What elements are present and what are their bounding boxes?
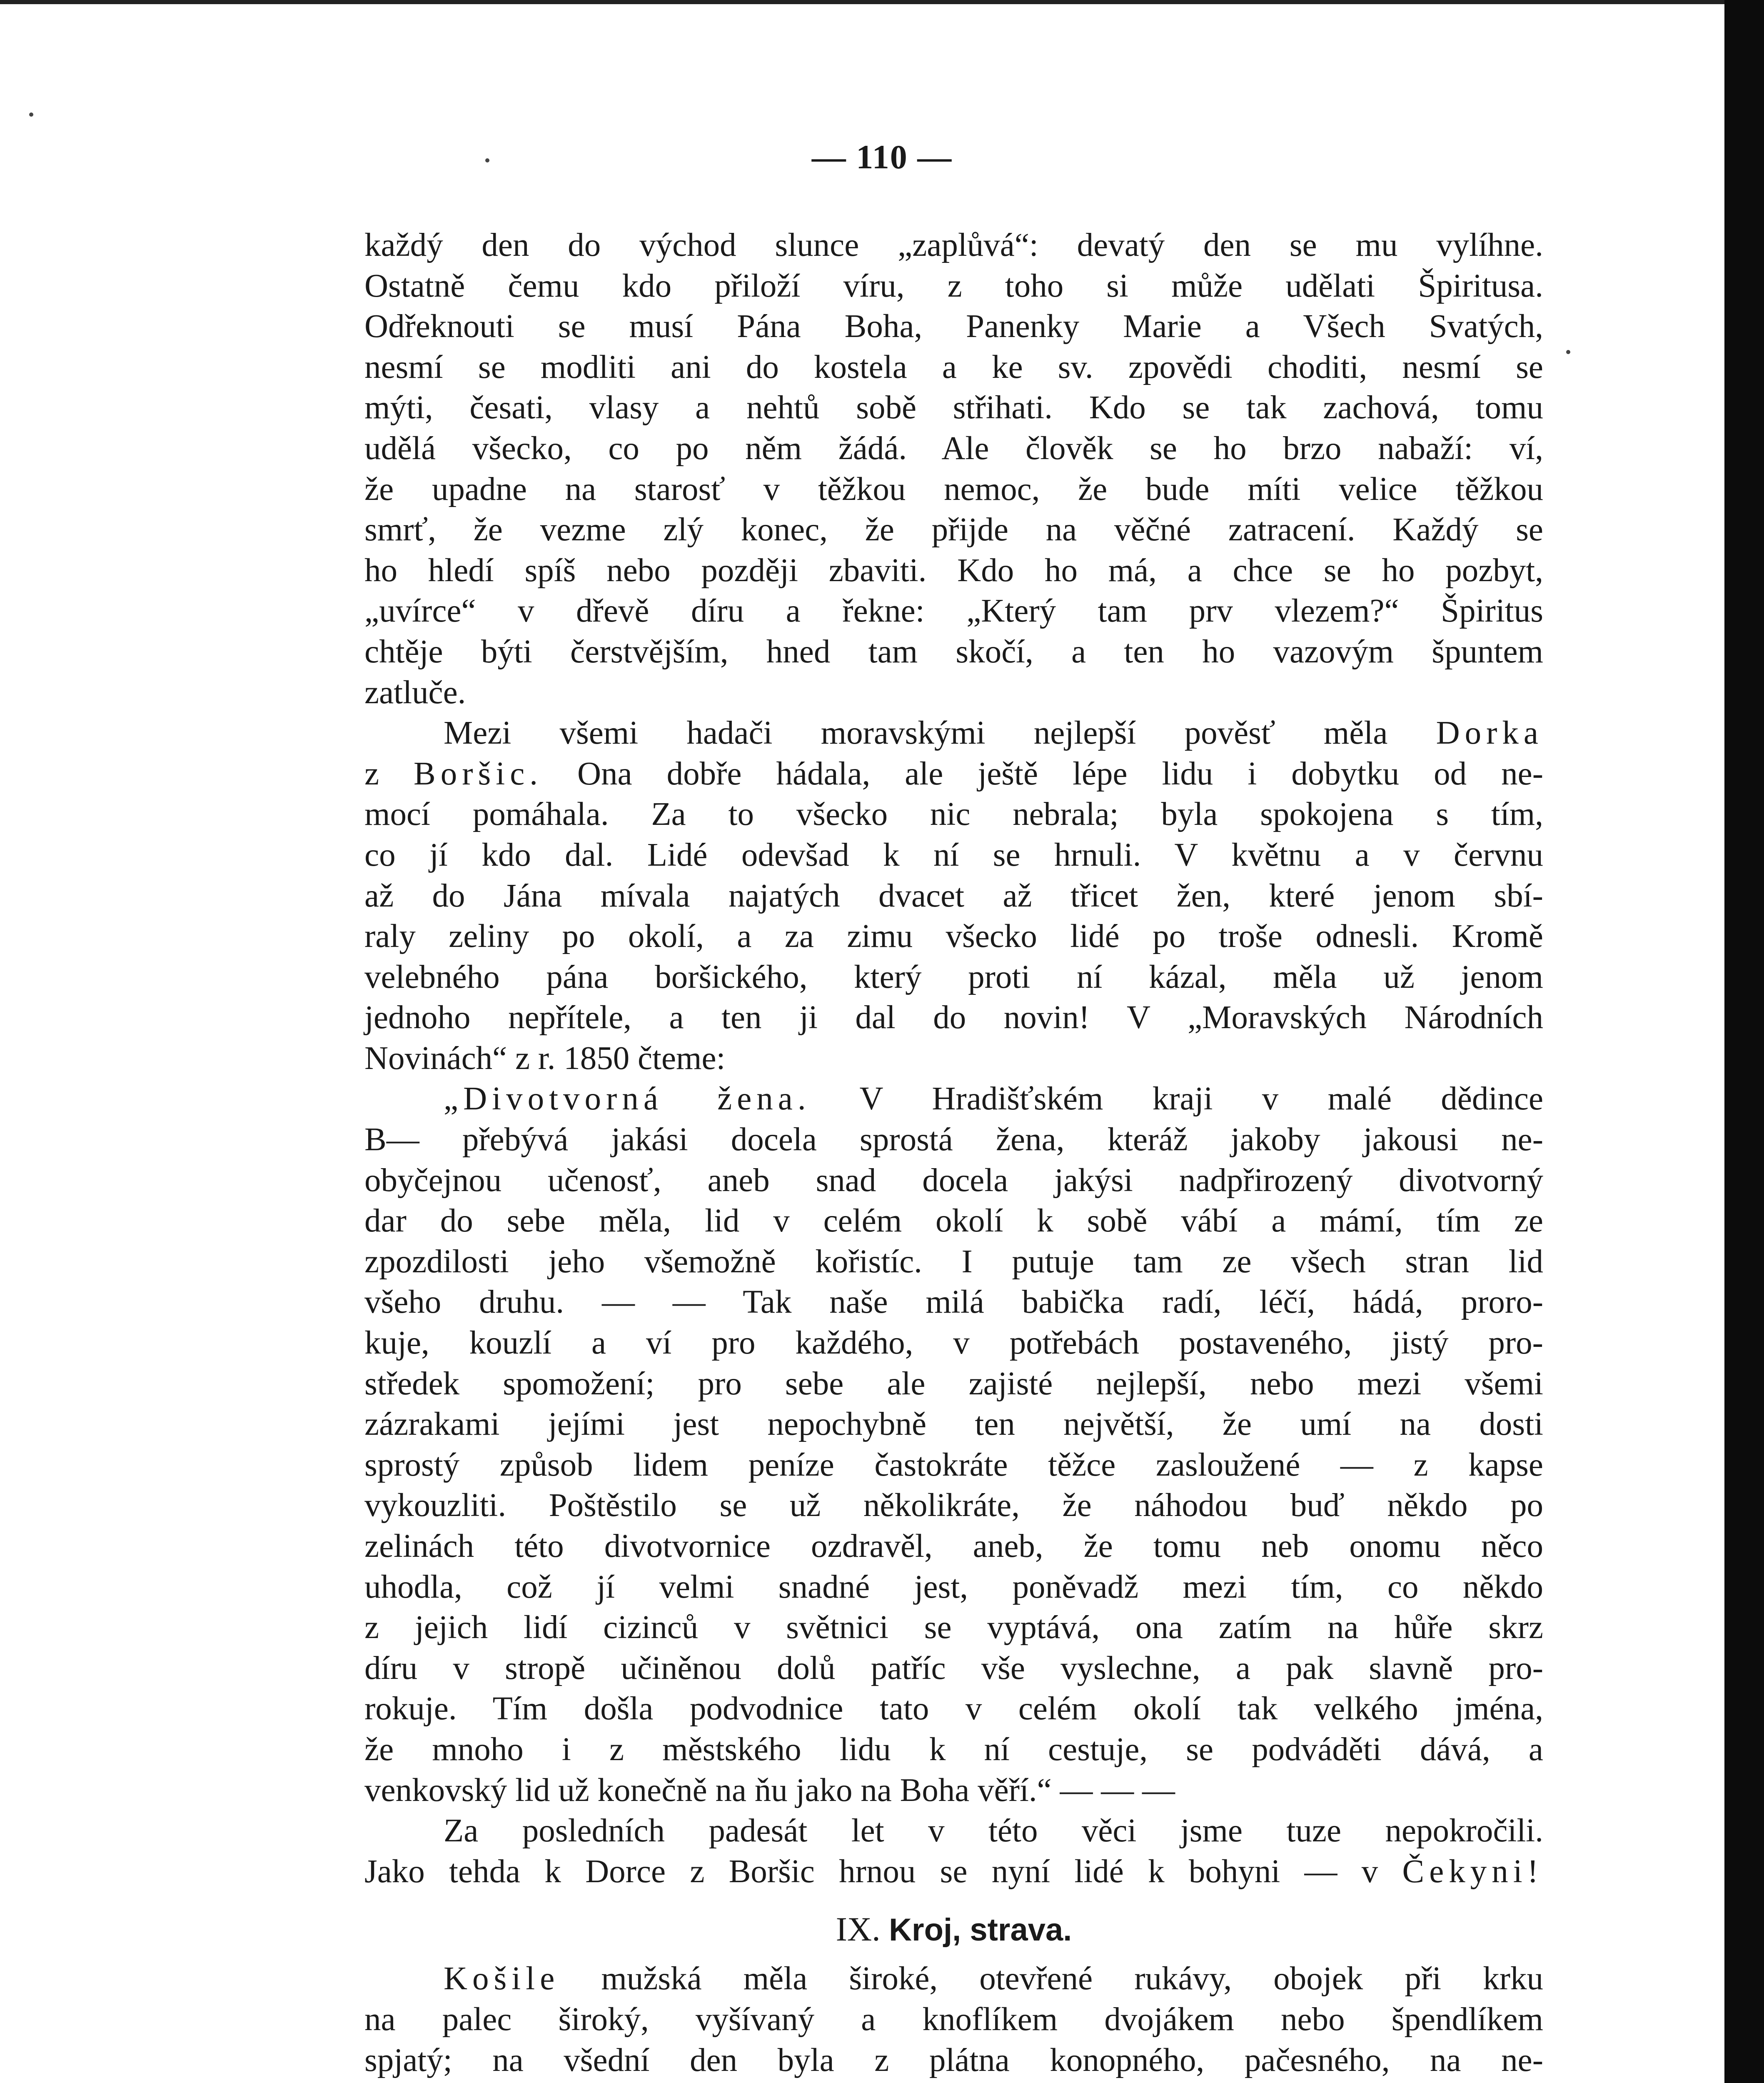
text-line: že mnoho i z městského lidu k ní cestuje, se podváděti dává, a [364,1731,1543,1768]
text-segment: Jako tehda k Dorce z Boršic hrnou se nyní lidé k bohyni — v [364,1853,1378,1890]
text-line: B— přebývá jakási docela sprostá žena, kteráž jakoby jakousi ne- [364,1121,1543,1158]
text-line: Ostatně čemu kdo přiloží víru, z toho si může udělati Špiritusa. [364,267,1543,304]
section-numeral: IX. [836,1910,881,1948]
text-line: zázrakami jejími jest nepochybně ten největší, že umí na dosti [364,1406,1543,1443]
text-line: chtěje býti čerstvějším, hned tam skočí, a ten ho vazovým špuntem [364,633,1543,670]
text-line: Novinách“ z r. 1850 čteme: [364,1040,726,1076]
text-line: zpozdilosti jeho všemožně kořistíc. I putuje tam ze všech stran lid [364,1243,1543,1280]
text-line: dar do sebe měla, lid v celém okolí k sobě vábí a mámí, tím ze [364,1203,1543,1239]
text-line: „uvírce“ v dřevě díru a řekne: „Který tam prv vlezem?“ Špiritus [364,593,1543,629]
text-line [364,713,1543,754]
text-line: velebného pána boršického, který proti ní kázal, měla už jenom [364,959,1543,995]
text-line: na palec široký, vyšívaný a knoflíkem dvojákem nebo špendlíkem [364,2001,1543,2038]
text-line: venkovský lid už konečně na ňu jako na Boha věří.“ — — — [364,1772,1175,1808]
text-line: díru v stropě učiněnou dolů patříc vše vyslechne, a pak slavně pro- [364,1650,1543,1686]
text-line: uhodla, což jí velmi snadné jest, poněvadž mezi tím, co někdo [364,1568,1543,1605]
text-line: z jejich lidí cizinců v světnici se vyptává, ona zatím na hůře skrz [364,1609,1543,1646]
paragraph-spiritus [364,225,1543,713]
text-line: Za posledních padesát let v této věci jsme tuze nepokročili. [444,1813,1543,1849]
text-line: Odřeknouti se musí Pána Boha, Panenky Marie a Všech Svatých, [364,308,1543,345]
name-cekyni: Čekyni! [1402,1853,1544,1890]
text-line: co jí kdo dal. Lidé odevšad k ní se hrnuli. V květnu a v červnu [364,837,1543,873]
text-line: mocí pomáhala. Za to všecko nic nebrala; byla spokojena s tím, [364,796,1543,833]
text-line: ho hledí spíš nebo později zbaviti. Kdo ho má, a chce se ho pozbyt, [364,552,1543,589]
name-dorka: Dorka [1436,715,1544,752]
text-line: sprostý způsob lidem peníze častokráte těžce zasloužené — z kapse [364,1446,1543,1483]
text-line: mýti, česati, vlasy a nehtů sobě střihati. Kdo se tak zachová, tomu [364,390,1543,426]
text-line: obyčejnou učenosť, aneb snad docela jakýsi nadpřirozený divotvorný [364,1162,1543,1199]
scan-border-top [0,0,1764,4]
scan-speck [1566,350,1570,354]
quote-title: „Divotvorná žena. [444,1081,811,1117]
text-line [364,1079,1543,1119]
text-line: nesmí se modliti ani do kostela a ke sv. zpovědi choditi, nesmí se [364,349,1543,385]
section-title: Kroj, strava. [889,1912,1072,1948]
text-line [364,754,1543,794]
newspaper-quote [364,1079,1543,1811]
text-line: vykouzliti. Poštěstilo se už několikráte, že náhodou buď někdo po [364,1487,1543,1524]
text-line [364,1958,1543,1999]
text-line: zelinách této divotvornice ozdravěl, aneb, že tomu neb onomu něco [364,1528,1543,1564]
text-segment: z [364,755,379,792]
text-line: středek spomožení; pro sebe ale zajisté nejlepší, nebo mezi všemi [364,1365,1543,1402]
term-kosile: Košile [444,1961,560,1997]
page-number: — 110 — [811,138,953,176]
text-line: až do Jána mívala najatých dvacet až třicet žen, které jenom sbí- [364,877,1543,914]
paragraph-progress [364,1811,1543,1892]
paragraph-dorka [364,713,1543,1079]
scan-border-right [1724,0,1764,2083]
section-heading [364,1892,1543,1958]
text-line: smrť, že vezme zlý konec, že přijde na věčné zatracení. Každý se [364,512,1543,548]
text-line: že upadne na starosť v těžkou nemoc, že bude míti velice těžkou [364,471,1543,507]
scan-speck [29,112,33,117]
text-line: zatluče. [364,674,466,711]
text-line [364,2081,1543,2083]
name-borsic: Boršic. [414,755,543,792]
text-line: kuje, kouzlí a ví pro každého, v potřebách postaveného, jistý pro- [364,1325,1543,1361]
text-segment: mužská měla široké, otevřené rukávy, obojek při krku [601,1961,1543,1997]
text-segment: Mezi všemi hadači moravskými nejlepší pověsť měla [444,715,1388,752]
text-segment: V Hradišťském kraji v malé dědince [859,1081,1544,1117]
text-segment: Ona dobře hádala, ale ještě lépe lidu i dobytku od ne- [577,755,1543,792]
text-line: spjatý; na všední den byla z plátna konopného, pačesného, na ne- [364,2042,1543,2078]
text-line: raly zeliny po okolí, a za zimu všecko lidé po troše odnesli. Kromě [364,918,1543,955]
text-line [364,1851,1543,1892]
text-line: udělá všecko, co po něm žádá. Ale člověk se ho brzo nabaží: ví, [364,430,1543,467]
text-line: každý den do východ slunce „zaplůvá“: devatý den se mu vylíhne. [364,227,1543,263]
paragraph-kroj [364,1958,1543,2083]
scan-speck [485,158,489,162]
text-line: jednoho nepřítele, a ten ji dal do novin! V „Moravských Národních [364,999,1543,1036]
text-line: všeho druhu. — — Tak naše milá babička radí, léčí, hádá, proro- [364,1284,1543,1321]
page-body [364,225,1543,2083]
text-line: rokuje. Tím došla podvodnice tato v celém okolí tak velkého jména, [364,1691,1543,1727]
